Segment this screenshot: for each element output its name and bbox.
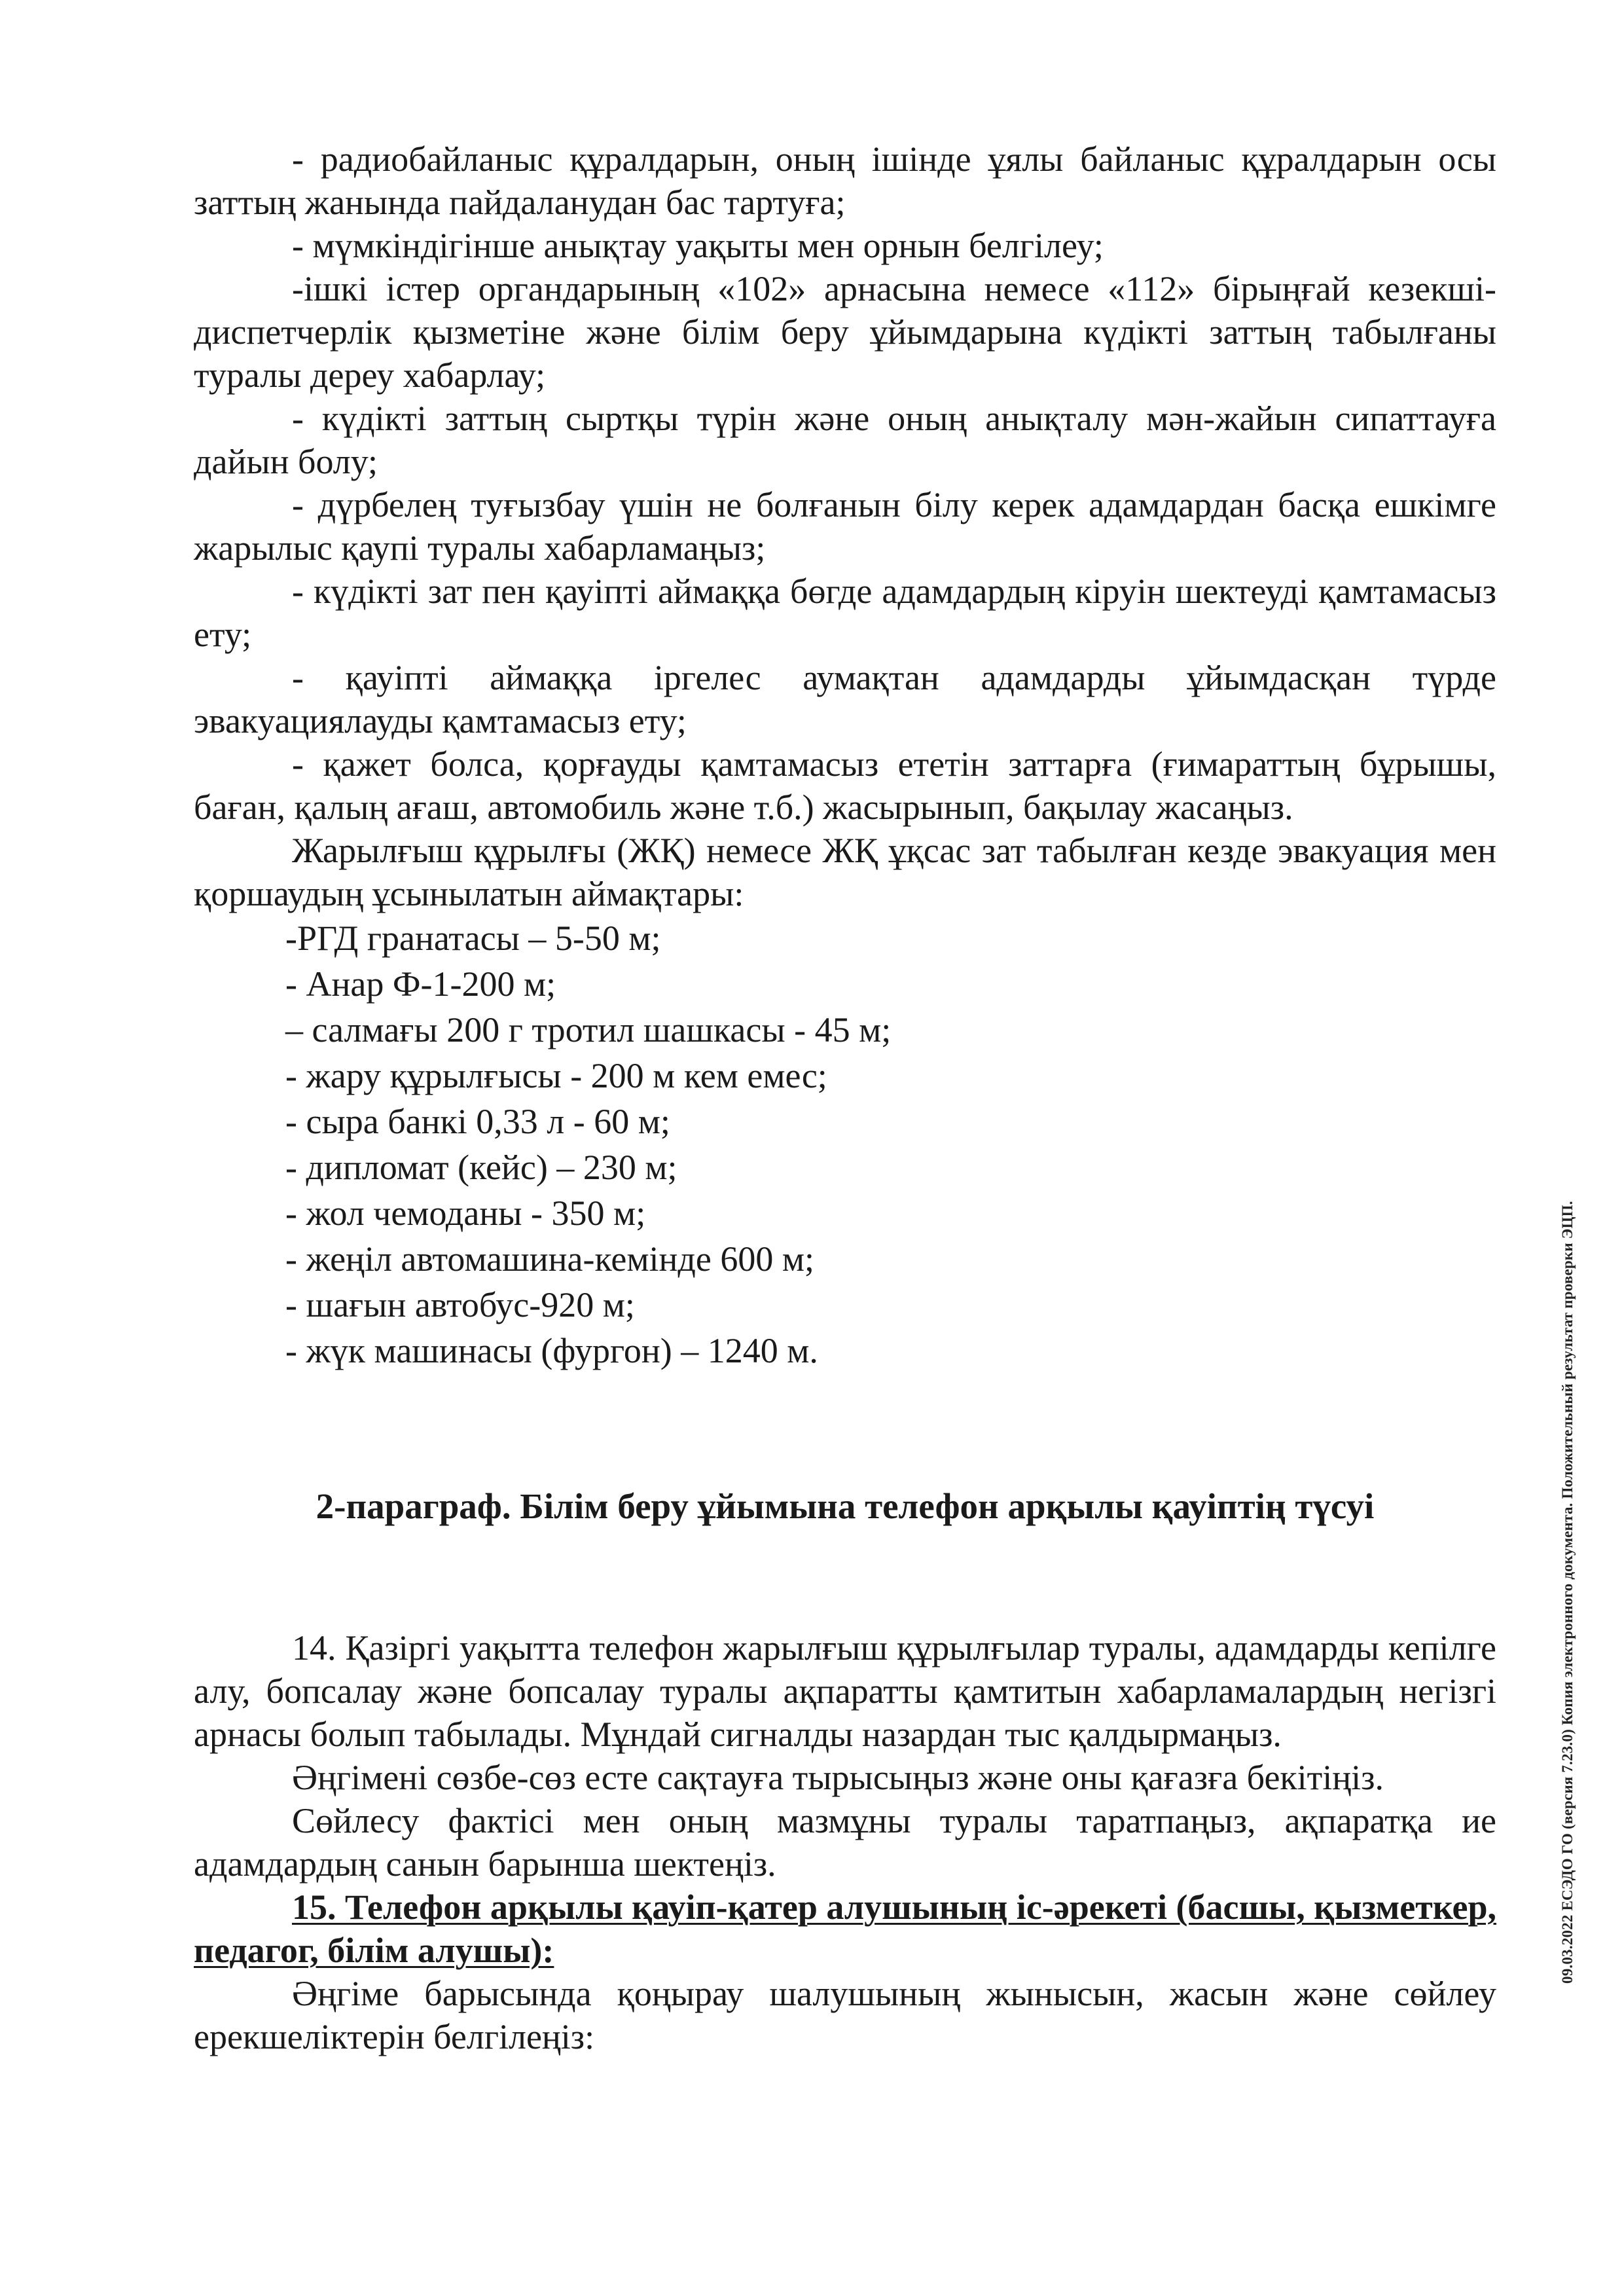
list-item: – салмағы 200 г тротил шашкасы - 45 м; <box>285 1010 892 1049</box>
paragraph: -ішкі істер органдарының «102» арнасына немесе «112» бірыңғай кезекші-диспетчерлік қызметіне және білім беру ұйымдарына күдікті заттың табылғаны туралы дереу хабарлау; <box>194 269 1496 395</box>
list-item: - Анар Ф-1-200 м; <box>285 964 556 1004</box>
list-item: - жеңіл автомашина-кемінде 600 м; <box>285 1239 815 1279</box>
section-heading: 2-параграф. Білім беру ұйымына телефон арқылы қауіптің түсуі <box>316 1486 1375 1526</box>
paragraph: - күдікті зат пен қауіпті аймаққа бөгде адамдардың кіруін шектеуді қамтамасыз ету; <box>194 572 1496 654</box>
list-item: - дипломат (кейс) – 230 м; <box>285 1148 677 1187</box>
paragraph: - қауіпті аймаққа іргелес аумақтан адамдарды ұйымдасқан түрде эвакуациялауды қамтамасыз ету; <box>194 658 1496 740</box>
paragraph: - дүрбелең туғызбау үшін не болғанын білу керек адамдардан басқа ешкімге жарылыс қаупі туралы хабарламаңыз; <box>194 485 1496 568</box>
paragraph: 14. Қазіргі уақытта телефон жарылғыш құрылғылар туралы, адамдарды кепілге алу, бопсалау және бопсалау туралы ақпаратты қамтитын хабарламалардың негізгі арнасы болып табылады. Мұндай сигналды назардан тыс қалдырмаңыз. <box>194 1628 1496 1754</box>
list-item: - жүк машинасы (фургон) – 1240 м. <box>285 1331 818 1370</box>
list-item: -РГД гранатасы – 5-50 м; <box>285 919 661 958</box>
paragraph: Әңгімені сөзбе-сөз есте сақтауға тырысыңыз және оны қағазға бекітіңіз. <box>292 1758 1384 1797</box>
paragraph: Сөйлесу фактісі мен оның мазмұны туралы таратпаңыз, ақпаратқа ие адамдардың санын барынша шектеңіз. <box>194 1801 1496 1884</box>
paragraph: - қажет болса, қорғауды қамтамасыз ететін заттарға (ғимараттың бұрышы, баған, қалың ағаш, автомобиль және т.б.) жасырынып, бақылау жасаңыз. <box>194 744 1496 827</box>
document-body <box>194 137 1496 2058</box>
paragraph: Жарылғыш құрылғы (ЖҚ) немесе ЖҚ ұқсас зат табылған кезде эвакуация мен қоршаудың ұсынылатын аймақтары: <box>194 831 1496 913</box>
paragraph: - радиобайланыс құралдарын, оның ішінде ұялы байланыс құралдарын осы заттың жанында пайдаланудан бас тартуға; <box>194 139 1496 222</box>
section-15-title-text: 15. Телефон арқылы қауіп-қатер алушының іс-әрекеті (басшы, қызметкер, педагог, білім алушы): <box>194 1887 1496 1970</box>
paragraph: Әңгіме барысында қоңырау шалушының жынысын, жасын және сөйлеу ерекшеліктерін белгілеңіз: <box>194 1974 1496 2056</box>
list-item: - сыра банкі 0,33 л - 60 м; <box>285 1102 670 1141</box>
paragraph: - күдікті заттың сыртқы түрін және оның анықталу мән-жайын сипаттауға дайын болу; <box>194 399 1496 481</box>
list-item: - шағын автобус-920 м; <box>285 1285 635 1324</box>
paragraph: - мүмкіндігінше анықтау уақыты мен орнын белгілеу; <box>292 226 1104 265</box>
evacuation-zone-list <box>194 915 1496 1374</box>
list-item: - жол чемоданы - 350 м; <box>285 1194 646 1233</box>
section-15-title <box>194 1886 1496 1972</box>
list-item: - жару құрылғысы - 200 м кем емес; <box>285 1056 827 1095</box>
digital-signature-stamp: 09.03.2022 ЕСЭДО ГО (версия 7.23.0) Копия электронного документа. Положительный результат проверки ЭЦП. <box>1559 1201 1576 1984</box>
